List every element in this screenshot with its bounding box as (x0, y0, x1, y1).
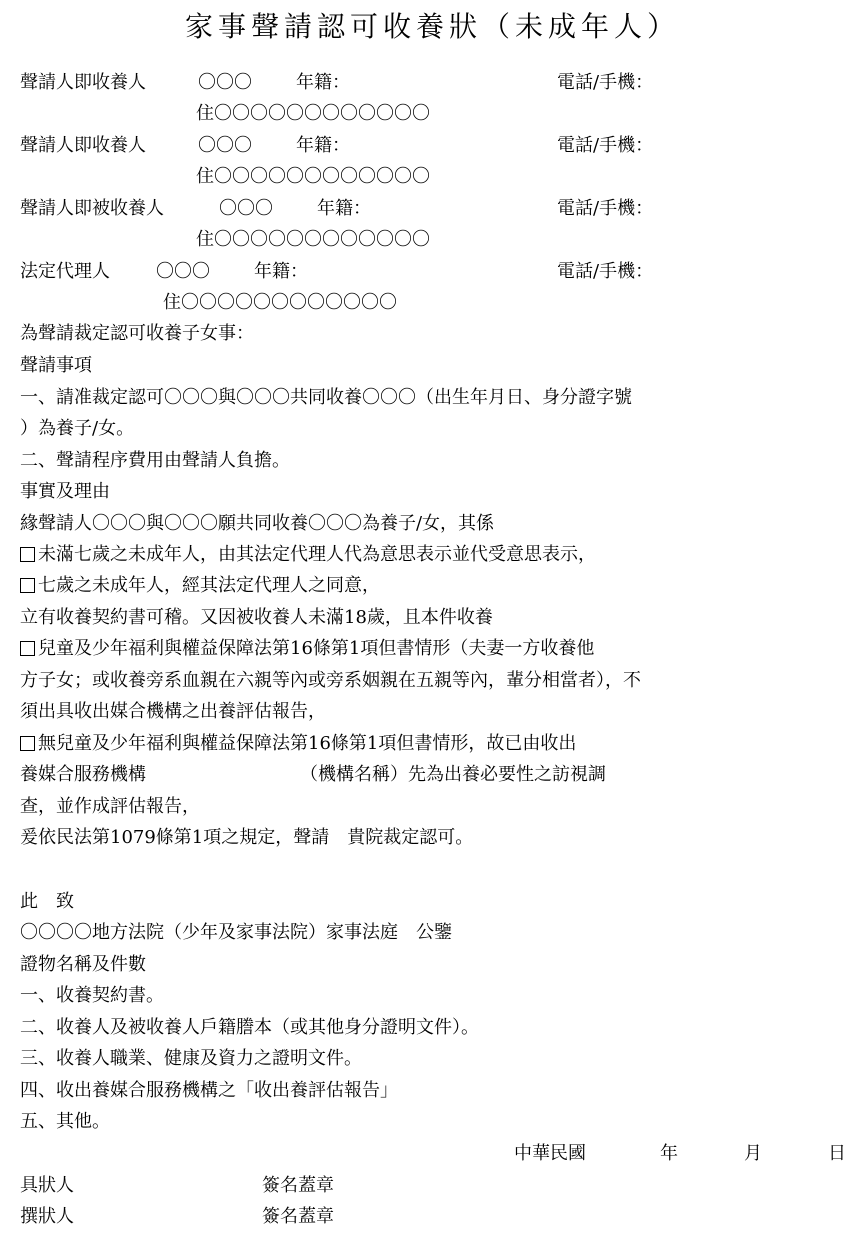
party-1-address: 住〇〇〇〇〇〇〇〇〇〇〇〇 (196, 103, 430, 124)
evidence-item-5: 五、其他。 (20, 1111, 110, 1132)
party-2-native-label: 年籍： (296, 135, 350, 156)
evidence-item-2: 二、收養人及被收養人戶籍謄本（或其他身分證明文件）。 (20, 1017, 479, 1038)
party-2-phone-label: 電話/手機： (557, 135, 654, 156)
petition-item-2: 二、聲請程序費用由聲請人負擔。 (20, 450, 290, 471)
facts-option-3 (20, 638, 594, 660)
party-3-role: 聲請人即被收養人 (20, 198, 164, 219)
petition-heading: 聲請事項 (20, 355, 92, 376)
facts-line-1: 緣聲請人〇〇〇與〇〇〇願共同收養〇〇〇為養子/女，其係 (20, 513, 495, 534)
evidence-item-4: 四、收出養媒合服務機構之「收出養評估報告」 (20, 1080, 398, 1101)
closing-to: 此 致 (20, 891, 74, 912)
signer-2-label: 撰狀人 (20, 1206, 74, 1227)
evidence-heading: 證物名稱及件數 (20, 954, 146, 975)
checkbox-option-2[interactable] (20, 578, 35, 593)
matter-line: 為聲請裁定認可收養子女事： (20, 323, 254, 344)
facts-option-1-text: 未滿七歲之未成年人，由其法定代理人代為意思表示並代受意思表示， (38, 544, 596, 565)
evidence-item-3: 三、收養人職業、健康及資力之證明文件。 (20, 1048, 362, 1069)
facts-line-4: 須出具收出媒合機構之出養評估報告， (20, 701, 326, 722)
party-2-address: 住〇〇〇〇〇〇〇〇〇〇〇〇 (196, 166, 430, 187)
facts-option-4 (20, 733, 576, 755)
party-1-phone-label: 電話/手機： (557, 72, 654, 93)
party-3-phone-label: 電話/手機： (557, 198, 654, 219)
party-3-native-label: 年籍： (317, 198, 371, 219)
facts-option-4-text: 無兒童及少年福利與權益保障法第16條第1項但書情形，故已由收出 (38, 733, 577, 754)
facts-line-5b: （機構名稱）先為出養必要性之訪視調 (300, 764, 606, 785)
party-1-role: 聲請人即收養人 (20, 72, 146, 93)
closing-court: 〇〇〇〇地方法院（少年及家事法院）家事法庭 公鑒 (20, 922, 452, 943)
checkbox-option-4[interactable] (20, 736, 35, 751)
facts-line-3: 方子女；或收養旁系血親在六親等內或旁系姻親在五親等內，輩分相當者），不 (20, 670, 641, 691)
signer-1-label: 具狀人 (20, 1175, 74, 1196)
facts-option-2 (20, 575, 380, 597)
facts-option-2-text: 七歲之未成年人，經其法定代理人之同意， (38, 575, 380, 596)
facts-option-1 (20, 544, 596, 566)
date-year: 年 (660, 1143, 678, 1164)
party-4-address: 住〇〇〇〇〇〇〇〇〇〇〇〇 (163, 292, 397, 313)
facts-line-6: 查，並作成評估報告， (20, 796, 200, 817)
party-1-native-label: 年籍： (296, 72, 350, 93)
date-month: 月 (744, 1143, 762, 1164)
party-1-name: 〇〇〇 (198, 72, 252, 93)
petition-item-1-cont: ）為養子/女。 (20, 418, 135, 439)
checkbox-option-1[interactable] (20, 547, 35, 562)
signer-2-sign: 簽名蓋章 (262, 1206, 334, 1227)
party-3-name: 〇〇〇 (219, 198, 273, 219)
facts-line-5a: 養媒合服務機構 (20, 764, 146, 785)
party-3-address: 住〇〇〇〇〇〇〇〇〇〇〇〇 (196, 229, 430, 250)
date-era: 中華民國 (514, 1143, 586, 1164)
party-2-role: 聲請人即收養人 (20, 135, 146, 156)
party-4-phone-label: 電話/手機： (557, 261, 654, 282)
facts-line-2: 立有收養契約書可稽。又因被收養人未滿18歲，且本件收養 (20, 607, 493, 628)
party-4-name: 〇〇〇 (156, 261, 210, 282)
date-day: 日 (828, 1143, 846, 1164)
petition-item-1: 一、請准裁定認可〇〇〇與〇〇〇共同收養〇〇〇（出生年月日、身分證字號 (20, 387, 632, 408)
signer-1-sign: 簽名蓋章 (262, 1175, 334, 1196)
facts-option-3-text: 兒童及少年福利與權益保障法第16條第1項但書情形（夫妻一方收養他 (38, 638, 595, 659)
facts-heading: 事實及理由 (20, 481, 110, 502)
party-4-native-label: 年籍： (254, 261, 308, 282)
checkbox-option-3[interactable] (20, 641, 35, 656)
party-2-name: 〇〇〇 (198, 135, 252, 156)
facts-line-7: 爰依民法第1079條第1項之規定，聲請 貴院裁定認可。 (20, 827, 474, 848)
evidence-item-1: 一、收養契約書。 (20, 985, 164, 1006)
document-title: 家事聲請認可收養狀（未成年人） (184, 10, 680, 43)
party-4-role: 法定代理人 (20, 261, 110, 282)
